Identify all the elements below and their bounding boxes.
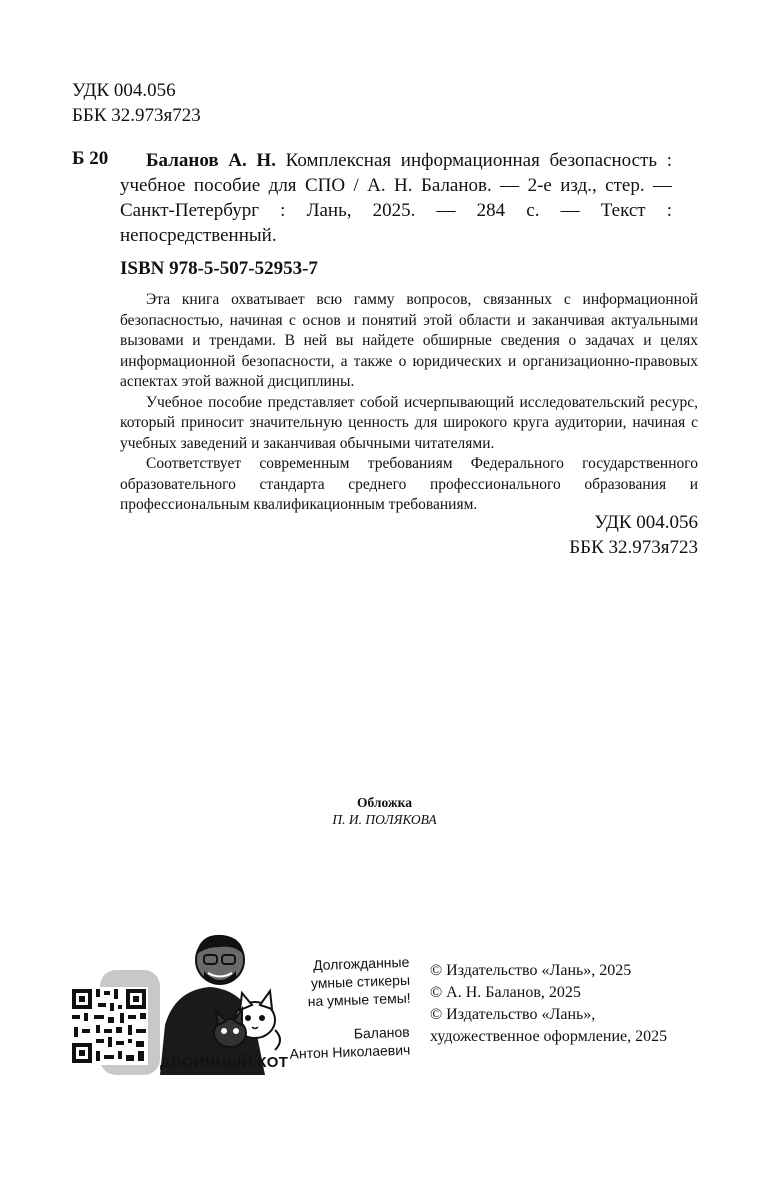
abstract-paragraph: Соответствует современным требованиям Федерального государственного образовательного стандарта среднего профессионального образования и профессиональным квалификационным требованиям. (120, 455, 698, 513)
entry-author: Баланов А. Н. (146, 150, 276, 171)
qr-code-icon (70, 987, 148, 1065)
slogan-line: на умные темы! (307, 989, 411, 1010)
copyright-line: художественное оформление, 2025 (430, 1028, 668, 1045)
udk-bbk-bottom (520, 510, 698, 560)
abstract (120, 290, 698, 516)
sticker-author (269, 1023, 410, 1064)
author-surname: Баланов (353, 1023, 410, 1042)
cover-credit-label: Обложка (356, 795, 412, 810)
bbk-code: ББК 32.973я723 (72, 105, 201, 126)
sticker-slogan (279, 953, 411, 1012)
isbn: ISBN 978-5-507-52953-7 (120, 258, 318, 279)
author-given-names: Антон Николаевич (289, 1041, 411, 1062)
copyright-line: © А. Н. Баланов, 2025 (430, 984, 581, 1001)
sticker-brand: ДВОИЧНЫЙ КОТ (160, 1054, 289, 1071)
udk-bbk-top (72, 78, 201, 128)
author-mark: Б 20 (72, 148, 109, 169)
cover-credit-name: П. И. ПОЛЯКОВА (332, 812, 437, 827)
slogan-line: Долгожданные (312, 953, 410, 974)
copyright-line: © Издательство «Лань», (430, 1006, 596, 1023)
copyright-block (430, 960, 667, 1048)
udk-code: УДК 004.056 (72, 80, 176, 101)
bbk-code: ББК 32.973я723 (569, 537, 698, 558)
slogan-line: умные стикеры (310, 971, 411, 992)
copyright-line: © Издательство «Лань», 2025 (430, 962, 632, 979)
udk-code: УДК 004.056 (594, 512, 698, 533)
abstract-paragraph: Эта книга охватывает всю гамму вопросов, связанных с информационной безопасностью, начиная с основ и понятий этой области и заканчивая актуальными вызовами и трендами. В ней вы найдете обширные сведения о задачах и целях информационной безопасности, а также о юридических и организационно-правовых аспектах этой важной дисциплины. (120, 291, 698, 390)
bibliographic-entry (120, 148, 672, 248)
abstract-paragraph: Учебное пособие представляет собой исчерпывающий исследовательский ресурс, который приносит значительную ценность для широкого круга аудитории, начиная с учебных заведений и заканчивая обычными читателями. (120, 393, 698, 452)
entry-description: Комплексная информационная безопасность : учебное пособие для СПО / А. Н. Баланов. — 2-е изд., стер. — Санкт-Петербург : Лань, 2025. — 284 с. — Текст : непосредственный. (120, 150, 673, 246)
